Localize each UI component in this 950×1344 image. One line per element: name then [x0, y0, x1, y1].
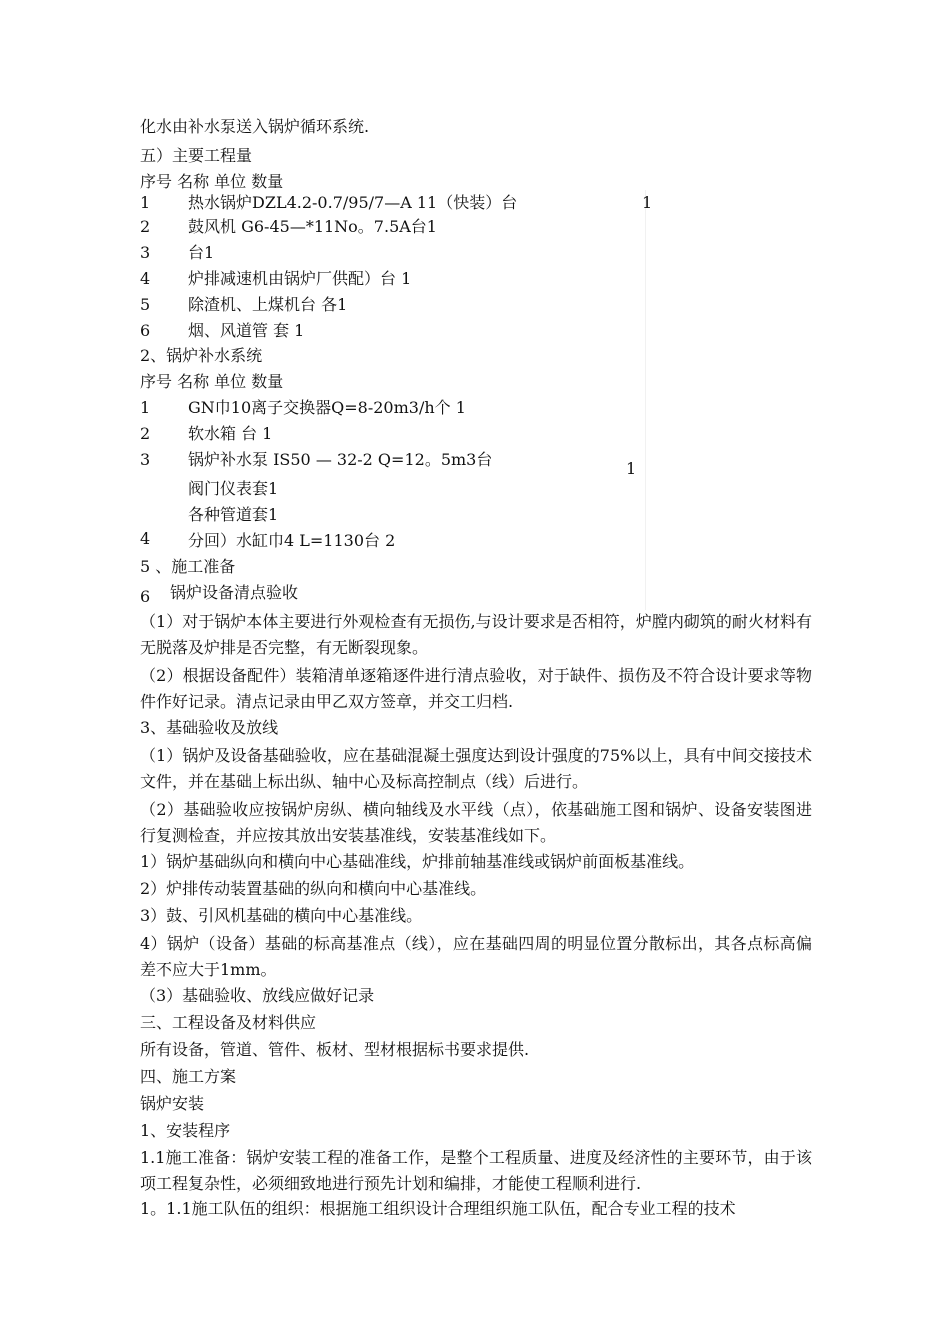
row-number: 3 — [140, 450, 151, 469]
row-text: 锅炉补水泵 IS50 — 32-2 Q=12。5m3台 — [188, 450, 493, 469]
row-quantity: 1 — [642, 193, 653, 212]
text-line: 1。1.1施工队伍的组织：根据施工组织设计合理组织施工队伍，配合专业工程的技术 — [140, 1199, 736, 1218]
text-line: （3）基础验收、放线应做好记录 — [140, 986, 375, 1005]
row-text: GN巾10离子交换器Q=8-20m3/h个 1 — [188, 398, 466, 417]
paragraph: （2）基础验收应按锅炉房纵、横向轴线及水平线（点），依基础施工图和锅炉、设备安装图进行复测检查，并应按其放出安装基准线，安装基准线如下。 — [140, 800, 812, 845]
row-number: 6 — [140, 321, 151, 340]
row-number: 2 — [140, 217, 151, 236]
section-heading: 锅炉安装 — [140, 1094, 205, 1113]
text-line: 化水由补水泵送入锅炉循环系统. — [140, 117, 370, 136]
row-number: 3 — [140, 243, 151, 262]
row-quantity: 1 — [626, 459, 637, 478]
row-number: 4 — [140, 269, 151, 288]
row-number: 5 — [140, 295, 151, 314]
row-text: 台1 — [188, 243, 215, 262]
paragraph: （1）锅炉及设备基础验收，应在基础混凝土强度达到设计强度的75%以上，具有中间交接技术文件，并在基础上标出纵、轴中心及标高控制点（线）后进行。 — [140, 746, 812, 791]
paragraph: 1.1施工准备：锅炉安装工程的准备工作，是整个工程质量、进度及经济性的主要环节，由于该项工程复杂性，必须细致地进行预先计划和编排，才能使工程顺利进行. — [140, 1148, 812, 1193]
row-text: 阀门仪表套1 — [188, 479, 279, 498]
row-number: 1 — [140, 398, 151, 417]
paragraph: （1）对于锅炉本体主要进行外观检查有无损伤,与设计要求是否相符，炉膛内砌筑的耐火材料有无脱落及炉排是否完整，有无断裂现象。 — [140, 612, 812, 657]
section-heading: 锅炉设备清点验收 — [170, 583, 299, 602]
table-header: 序号 名称 单位 数量 — [140, 172, 284, 191]
row-text: 炉排减速机由锅炉厂供配）台 1 — [188, 269, 412, 288]
paragraph: 4）锅炉（设备）基础的标高基准点（线），应在基础四周的明显位置分散标出，其各点标高偏差不应大于1mm。 — [140, 934, 812, 979]
row-text: 鼓风机 G6-45—*11No。7.5A台1 — [188, 217, 437, 236]
section-heading: 四、施工方案 — [140, 1067, 237, 1086]
row-number: 1 — [140, 193, 151, 212]
row-text: 除渣机、上煤机台 各1 — [188, 295, 348, 314]
column-divider — [645, 190, 646, 610]
text-line: 所有设备，管道、管件、板材、型材根据标书要求提供. — [140, 1040, 530, 1059]
section-heading: 五）主要工程量 — [140, 146, 253, 165]
text-line: 3）鼓、引风机基础的横向中心基准线。 — [140, 906, 423, 925]
paragraph: （2）根据设备配件）装箱清单逐箱逐件进行清点验收，对于缺件、损伤及不符合设计要求等物件作好记录。清点记录由甲乙双方签章，并交工归档. — [140, 666, 812, 711]
section-heading: 5 、施工准备 — [140, 557, 236, 576]
section-heading: 三、工程设备及材料供应 — [140, 1013, 317, 1032]
section-heading: 3、基础验收及放线 — [140, 718, 279, 737]
row-text: 分回）水缸巾4 L=1130台 2 — [188, 531, 396, 550]
row-text: 各种管道套1 — [188, 505, 279, 524]
section-heading: 1、安装程序 — [140, 1121, 231, 1140]
section-heading: 2、锅炉补水系统 — [140, 346, 263, 365]
row-number: 4 — [140, 529, 151, 548]
table-header: 序号 名称 单位 数量 — [140, 372, 284, 391]
row-number: 6 — [140, 587, 151, 606]
text-line: 1）锅炉基础纵向和横向中心基础准线，炉排前轴基准线或锅炉前面板基准线。 — [140, 852, 695, 871]
text-line: 2）炉排传动装置基础的纵向和横向中心基准线。 — [140, 879, 487, 898]
row-number: 2 — [140, 424, 151, 443]
row-text: 热水锅炉DZL4.2-0.7/95/7—A 11（快装）台 — [188, 193, 518, 212]
row-text: 软水箱 台 1 — [188, 424, 273, 443]
row-text: 烟、风道管 套 1 — [188, 321, 305, 340]
